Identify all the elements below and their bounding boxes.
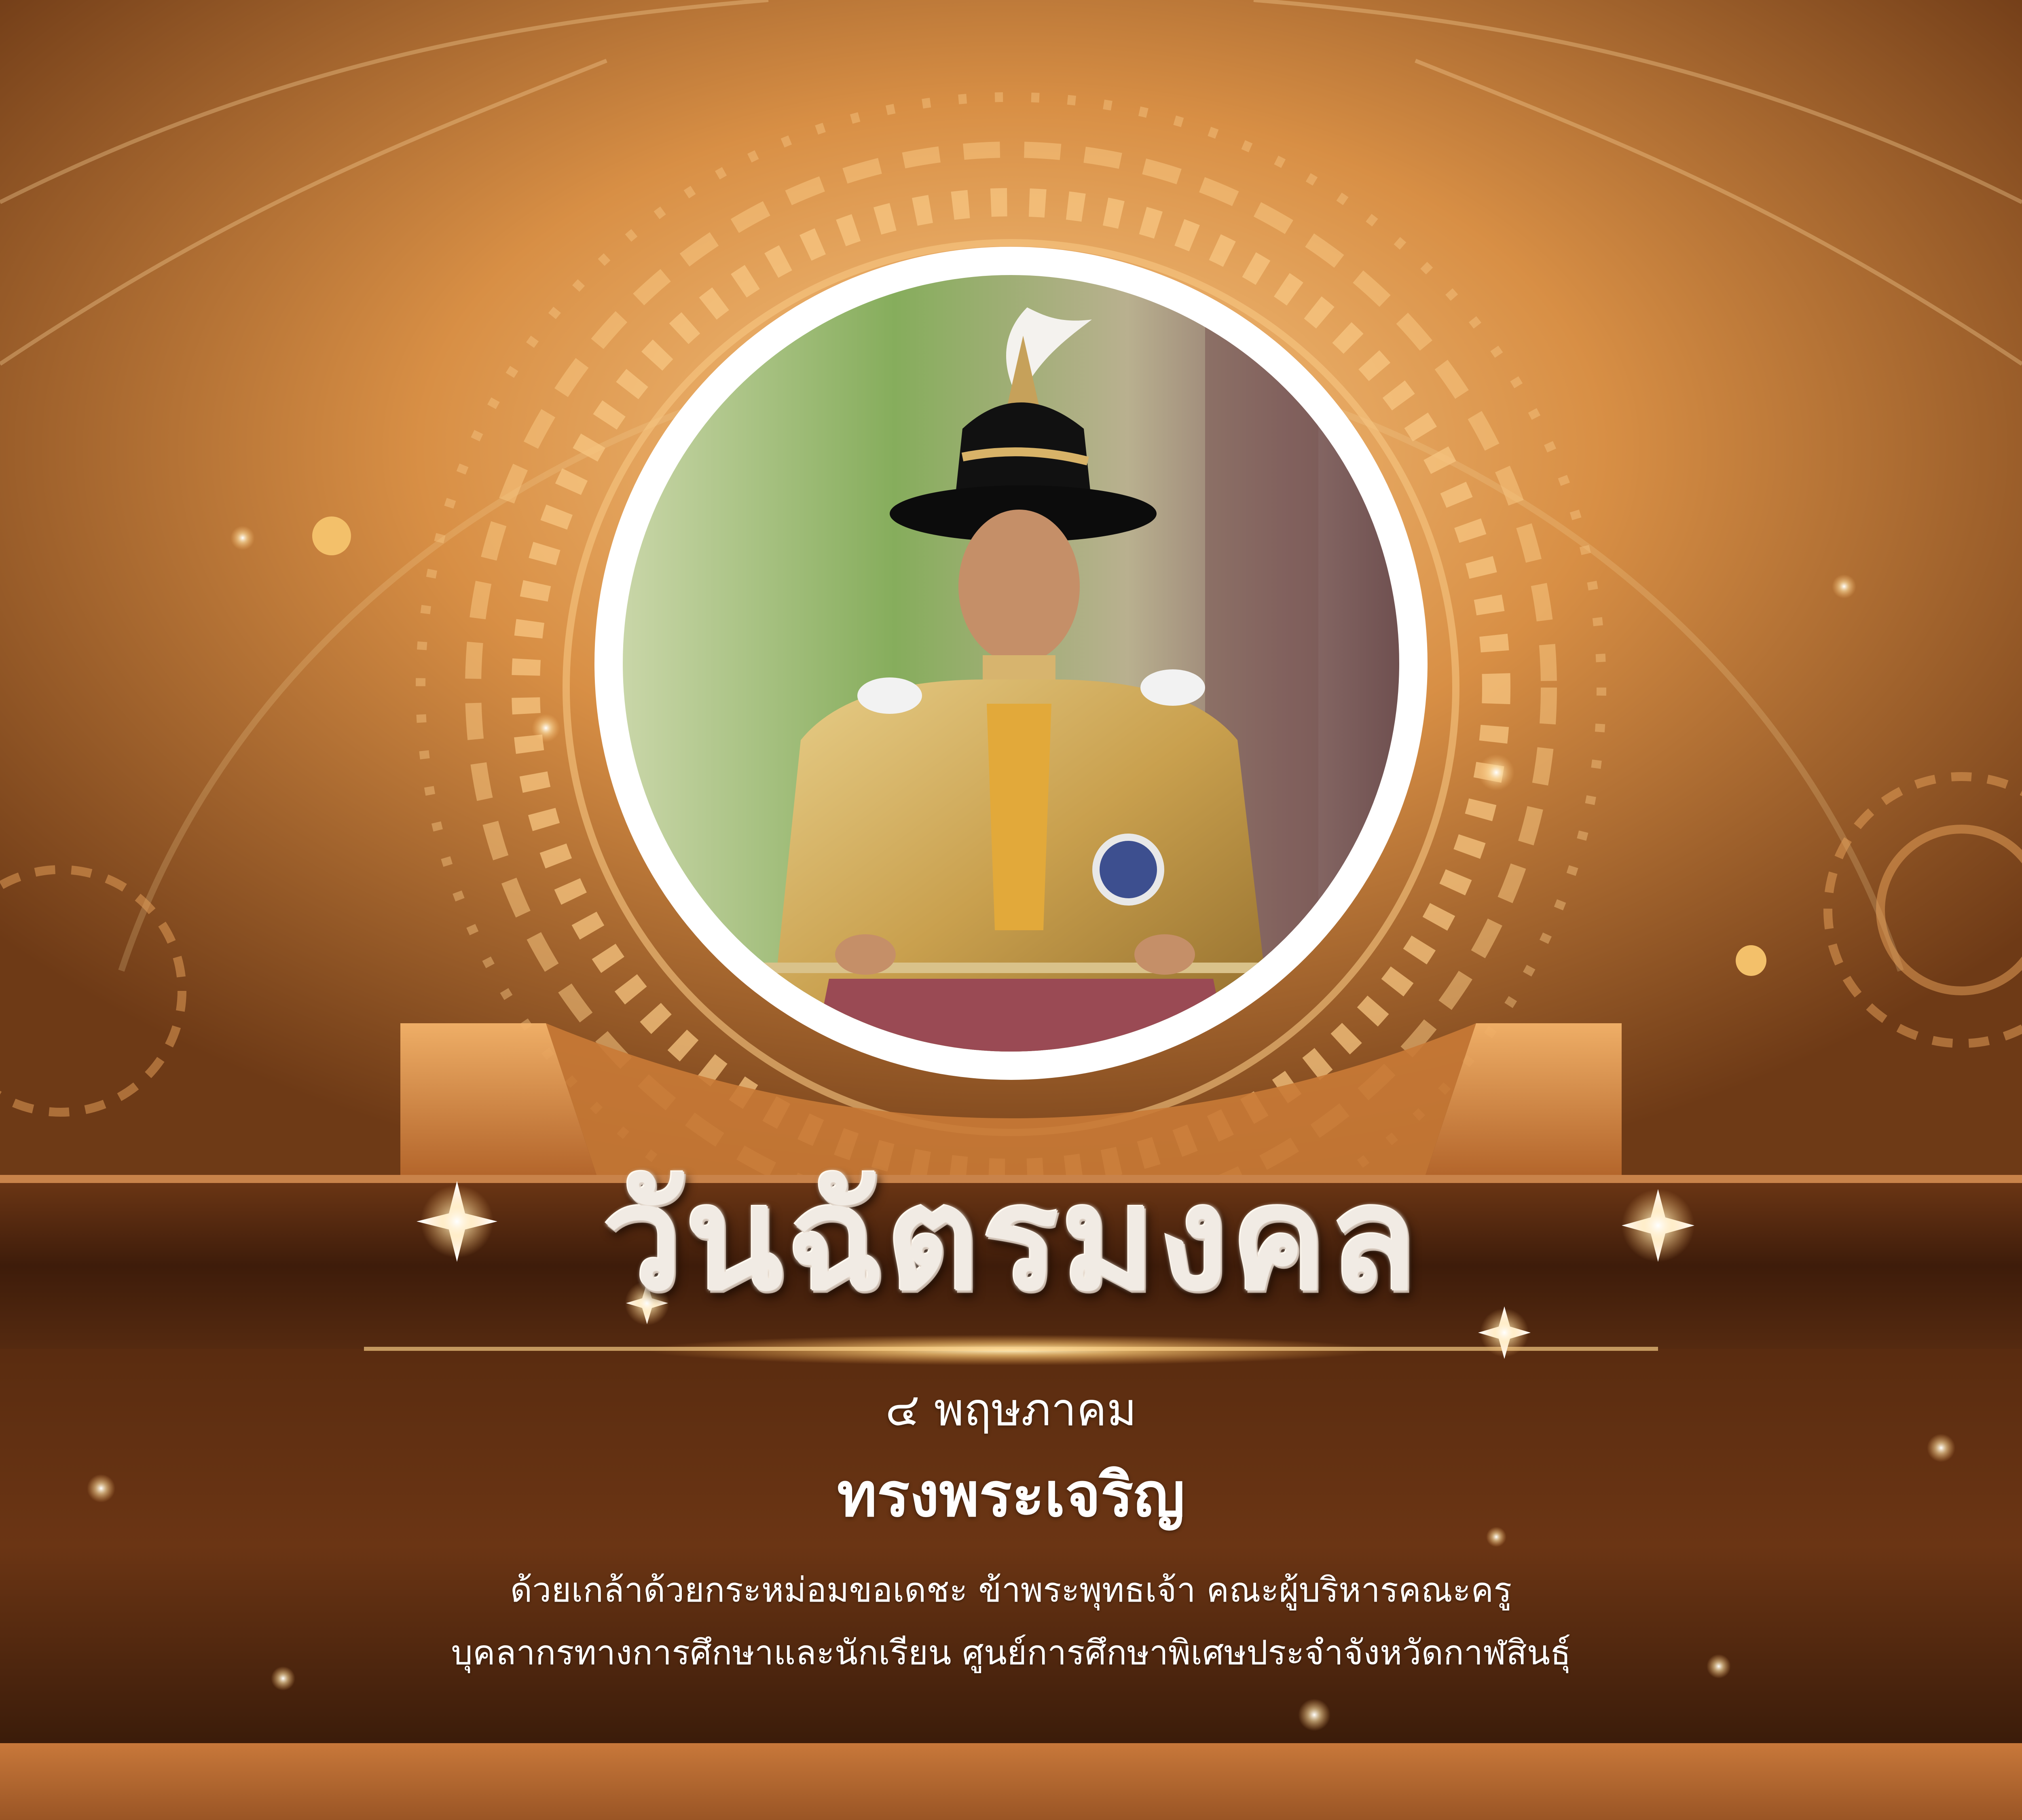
date-text: ๔ พฤษภาคม bbox=[885, 1384, 1137, 1436]
wish-heading: ทรงพระเจริญ bbox=[837, 1460, 1185, 1530]
message-line-1: ด้วยเกล้าด้วยกระหม่อมขอเดชะ ข้าพระพุทธเจ้า คณะผู้บริหารคณะครู bbox=[510, 1570, 1512, 1610]
title-heading: วันฉัตรมงคล bbox=[602, 1155, 1420, 1322]
message-line-2: บุคลากรทางการศึกษาและนักเรียน ศูนย์การศึกษาพิเศษประจำจังหวัดกาฬสินธุ์ bbox=[451, 1633, 1571, 1672]
